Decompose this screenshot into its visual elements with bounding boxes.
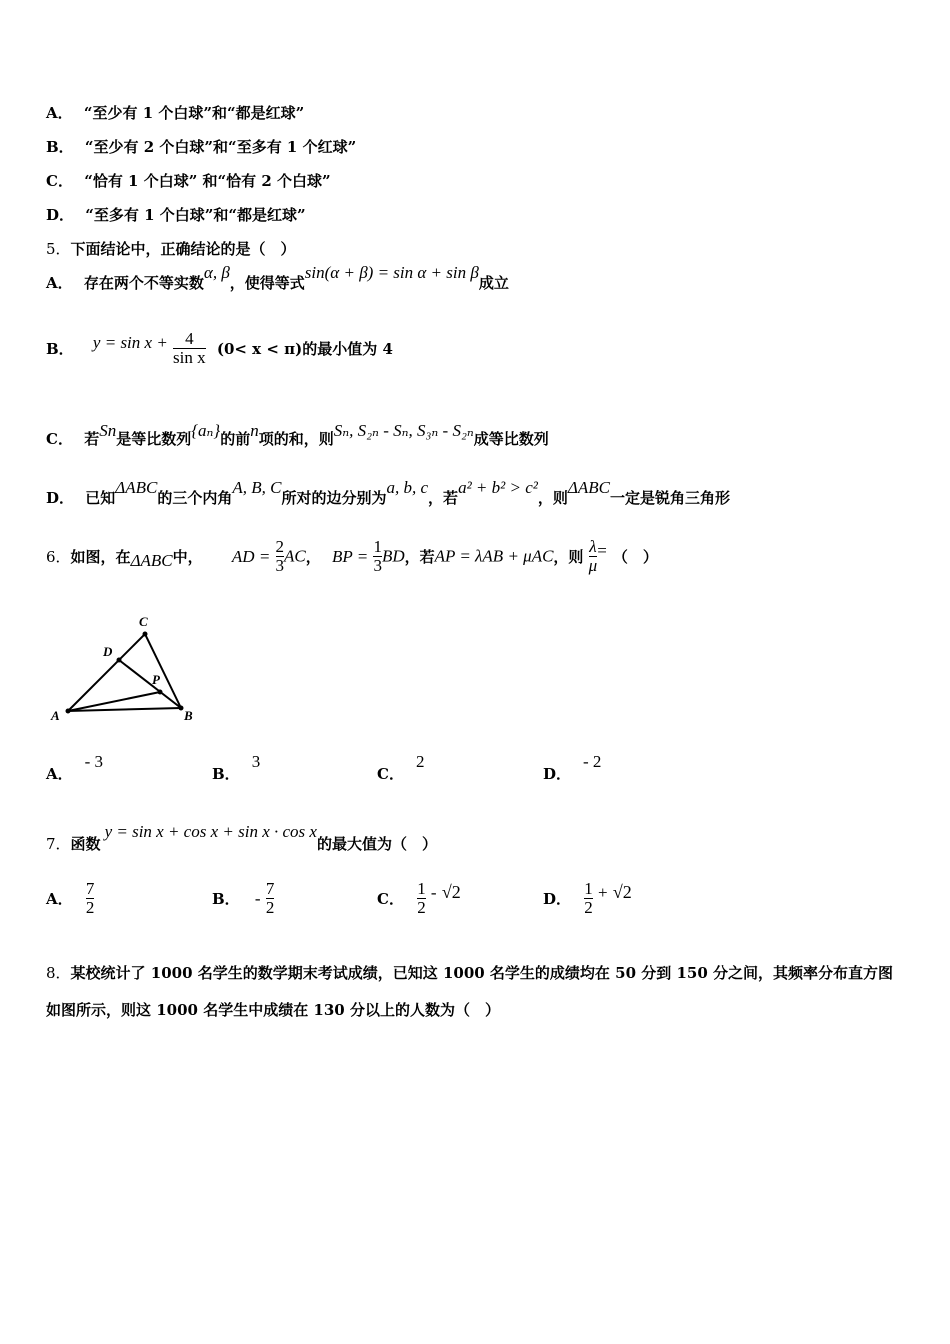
option-text: 已知 [85,489,116,507]
option-letter: C． [377,890,404,908]
option-text: 若 [84,430,100,448]
option-text: (0< x < π)的最小值为 4 [216,340,393,358]
fraction-denominator: μ [588,556,598,575]
option-letter: A． [46,274,73,292]
option-letter: C． [46,172,73,190]
math-fraction [584,880,593,917]
fraction-numerator: 1 [584,879,593,898]
question-text: （ ） [612,548,658,566]
option-letter: B． [212,890,240,908]
fraction-denominator: 2 [584,898,593,917]
option-letter: C． [46,430,73,448]
fraction-denominator: 2 [417,898,426,917]
question-text: 中， [172,548,203,566]
option-letter: C． [377,765,404,783]
question-number: 7． [46,835,71,853]
option-text: 是等比数列 [116,430,192,448]
option-letter: D． [543,890,572,908]
math-fraction [86,880,95,917]
math-vector-eq: AP = λAB + μAC [434,546,554,566]
option-text: ，使得等式 [229,274,305,292]
option-letter: D． [46,206,75,224]
q6-stem [46,538,658,575]
fraction-numerator: 7 [85,879,95,898]
math-alpha-beta: α, β [203,263,230,282]
option-value: - 3 [84,752,104,771]
option-text: 成立 [478,274,509,292]
q5-option-d [46,478,730,508]
math-sides: a, b, c [386,478,429,497]
q6-option-b [212,752,260,784]
option-letter: B． [212,765,240,783]
math-triangle: ΔABC [130,550,173,570]
q5-option-a [46,263,509,293]
option-value: 2 [415,752,425,771]
math-ad: AD = [231,546,271,566]
question-text: 函数 [70,835,101,853]
q4-option-d [46,204,306,225]
math-inequality: a² + b² > c² [458,478,538,497]
fraction-denominator: 3 [373,556,382,575]
sqrt-two: √2 [612,882,632,902]
segment-bd [119,660,181,708]
question-text: ， [305,548,321,566]
segment-bc [145,634,181,708]
label-c: C [139,614,148,629]
question-text: ，若 [404,548,435,566]
math-fraction [417,880,426,917]
point-d [117,658,122,663]
option-text: 项的和，则 [258,430,334,448]
q5-option-c [46,421,549,449]
fraction-numerator: 1 [417,879,426,898]
q7-option-b [212,880,274,917]
q4-option-a [46,102,304,123]
point-b [179,706,184,711]
math-equals: = [597,540,607,560]
q7-option-c [377,880,461,917]
fraction-numerator: 7 [265,879,275,898]
math-fraction [373,538,382,575]
math-function: y = sin x + cos x + sin x · cos x [104,822,317,841]
math-sin-identity: sin(α + β) = sin α + sin β [304,263,479,282]
math-fraction [266,880,275,917]
q7-option-d [543,880,632,917]
option-text: 所对的边分别为 [281,489,387,507]
math-fraction [276,538,285,575]
math-partial-sums: Sₙ, S₂ₙ - Sₙ, S₃ₙ - S₂ₙ [333,421,474,440]
option-letter: A． [46,890,73,908]
q7-option-a [46,880,94,917]
option-text: “恰有 1 个白球” 和“恰有 2 个白球” [84,172,331,190]
option-text: 存在两个不等实数 [83,274,204,292]
question-text: 某校统计了 1000 名学生的数学期末考试成绩，已知这 1000 名学生的成绩均在 50 分到 150 分之间，其频率分布直方图如图所示，则这 1000 名学生中成绩在 130 分以上的人数为（ ） [46,964,894,1019]
option-letter: D． [543,765,572,783]
math-function: y = sin x + [92,332,168,352]
math-fraction [589,538,598,575]
q7-stem [46,822,437,854]
q8-stem [46,955,904,1029]
math-triangle: ΔABC [567,478,610,497]
fraction-denominator: sin x [173,348,206,367]
math-sn: Sn [99,421,117,440]
label-p: P [152,672,160,687]
label-d: D [103,644,113,659]
label-b: B [184,708,193,723]
option-letter: B． [46,138,74,156]
question-number: 6． [46,548,71,566]
point-p [158,690,163,695]
q5-stem [46,238,296,259]
sqrt-two: √2 [441,882,461,902]
fraction-numerator: 4 [185,329,194,348]
option-letter: B． [46,340,74,358]
operator: - [430,882,437,902]
fraction-denominator: 2 [265,898,275,917]
fraction-numerator: 1 [373,537,382,556]
fraction-numerator: λ [589,537,597,556]
question-text: 下面结论中，正确结论的是（ ） [70,240,296,258]
math-n: n [250,421,259,440]
math-bd: BD [381,546,405,566]
question-number: 5． [46,240,71,258]
option-text: 的三个内角 [157,489,233,507]
option-letter: A． [46,765,73,783]
option-text: “至多有 1 个白球”和“都是红球” [85,206,306,224]
operator: + [597,882,608,902]
question-text: ，则 [553,548,584,566]
fraction-denominator: 2 [85,898,95,917]
option-text: ，若 [428,489,459,507]
minus-sign: - [254,888,261,908]
math-fraction [173,330,206,367]
q6-option-d [543,752,601,784]
option-text: “至少有 2 个白球”和“至多有 1 个红球” [84,138,357,156]
question-text: 的最大值为（ ） [316,835,437,853]
math-triangle: ΔABC [115,478,158,497]
math-ac: AC [284,546,306,566]
q4-option-c [46,170,331,191]
q4-option-b [46,136,356,157]
option-text: 的前 [220,430,251,448]
option-value: 3 [251,752,261,771]
option-text: 一定是锐角三角形 [609,489,730,507]
q5-option-b [46,330,393,367]
point-a [66,709,71,714]
question-number: 8． [46,964,71,982]
option-letter: A． [46,104,73,122]
fraction-denominator: 3 [275,556,285,575]
math-bp: BP = [332,546,369,566]
label-a: A [51,708,60,723]
q6-option-a [46,752,103,784]
q6-option-c [377,752,424,784]
option-text: “至少有 1 个白球”和“都是红球” [83,104,305,122]
option-text: 成等比数列 [473,430,549,448]
math-sequence: {aₙ} [191,421,221,440]
option-value: - 2 [583,752,602,771]
fraction-numerator: 2 [275,537,285,556]
option-letter: D． [46,489,75,507]
point-c [143,632,148,637]
math-angles: A, B, C [232,478,282,497]
question-text: 如图，在 [70,548,131,566]
option-text: ，则 [537,489,568,507]
triangle-figure [44,610,214,730]
